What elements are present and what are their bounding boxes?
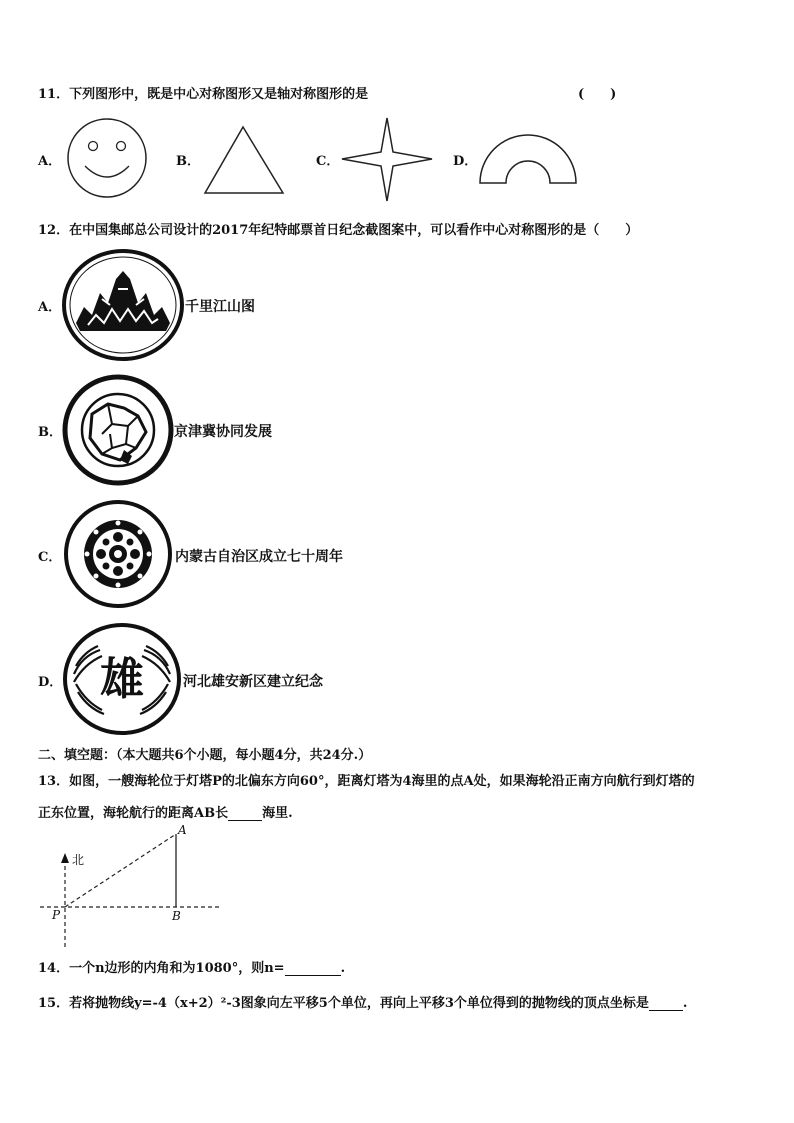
q11-answer-paren: ( )	[578, 87, 617, 102]
q14-text	[38, 957, 345, 976]
q15-text-end: .	[682, 996, 688, 1011]
q12-option-b-caption: 京津冀协同发展	[174, 424, 272, 440]
north-arrow-icon	[61, 853, 69, 863]
triangle-figure	[203, 125, 285, 197]
q12-option-c-label: C．	[38, 550, 62, 565]
q11-option-c-label: C．	[316, 154, 340, 169]
q13-text-line2-end: 海里.	[262, 806, 293, 821]
q12-option-a-caption: 千里江山图	[185, 299, 255, 315]
q12-option-c-caption: 内蒙古自治区成立七十周年	[175, 549, 343, 565]
smiley-face-figure	[66, 118, 148, 198]
q13-point-b-label: B	[172, 909, 181, 923]
q12-stem: 12．在中国集邮总公司设计的2017年纪特邮票首日纪念截图案中，可以看作中心对称图形的是（ ）	[38, 223, 639, 238]
q14-answer-blank[interactable]	[285, 960, 341, 976]
stamp-xiongan-character: 雄	[100, 654, 144, 705]
q13-segment-pa	[65, 834, 176, 907]
q11-option-d-label: D．	[453, 154, 478, 169]
q15-text	[38, 992, 687, 1011]
q13-lighthouse-figure	[38, 822, 228, 952]
semicircular-arch-figure	[478, 129, 578, 185]
q15-answer-blank[interactable]	[649, 995, 683, 1011]
q14-text-start: 14．一个n边形的内角和为1080°，则n=	[38, 961, 285, 976]
q12-option-d-label: D．	[38, 675, 63, 690]
stamp-inner-mongolia	[62, 499, 174, 609]
stamp-xiongan	[62, 622, 182, 736]
q11-option-a-label: A．	[38, 154, 62, 169]
q13-text-line1: 13．如图，一艘海轮位于灯塔P的北偏东方向60°，距离灯塔为4海里的点A处，如果海轮沿正南方向航行到灯塔的	[38, 774, 695, 789]
stamp-jingjinji	[62, 374, 174, 486]
q12-option-b-label: B．	[38, 425, 62, 440]
q11-option-b-label: B．	[176, 154, 200, 169]
q12-option-a-label: A．	[38, 300, 62, 315]
q13-text-line2-start: 正东位置，海轮航行的距离AB长	[38, 806, 229, 821]
q13-point-p-label: P	[52, 908, 61, 922]
q14-text-end: .	[340, 961, 346, 976]
section-2-heading: 二、填空题：（本大题共6个小题，每小题4分，共24分.）	[38, 748, 372, 763]
q13-answer-blank[interactable]	[228, 805, 262, 821]
q11-stem: 11．下列图形中，既是中心对称图形又是轴对称图形的是	[38, 87, 369, 102]
q13-point-a-label: A	[178, 823, 187, 837]
q13-text-line2	[38, 802, 293, 821]
q13-north-label: 北	[72, 853, 85, 867]
q12-option-d-caption: 河北雄安新区建立纪念	[183, 674, 323, 690]
stamp-qianli-jiangshan	[62, 249, 184, 361]
four-point-star-figure	[340, 117, 434, 203]
q15-text-start: 15．若将抛物线y=-4（x+2）²-3图象向左平移5个单位，再向上平移3个单位得到的抛物线的顶点坐标是	[38, 996, 649, 1011]
